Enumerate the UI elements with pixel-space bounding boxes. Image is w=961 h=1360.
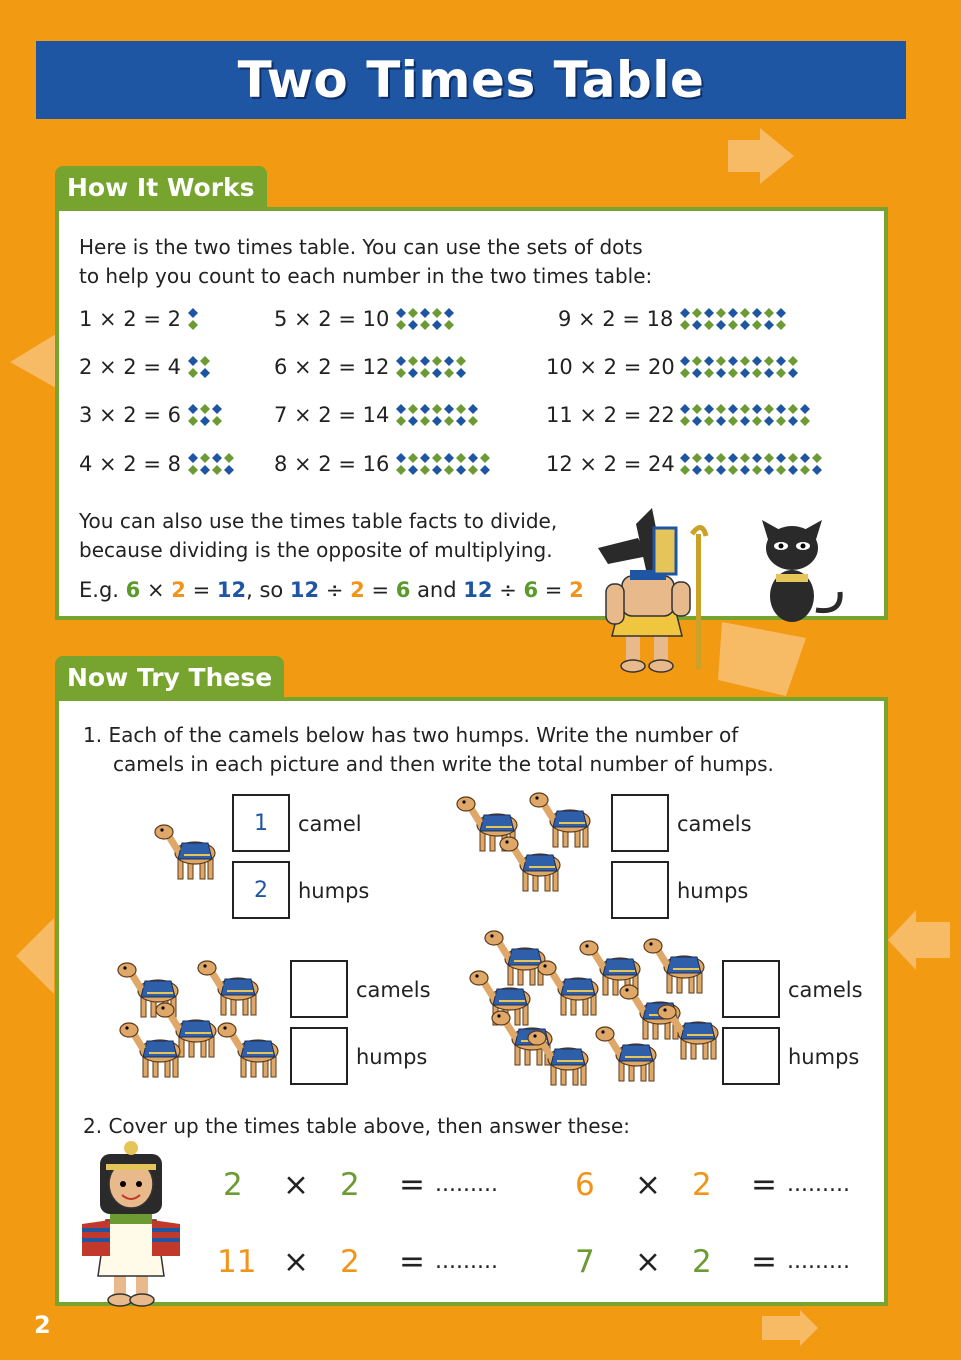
dot-mark	[468, 453, 478, 463]
dot-mark	[704, 416, 714, 426]
dot-mark	[444, 308, 454, 318]
arrow-decoration-icon	[716, 618, 812, 700]
dot-mark	[776, 453, 786, 463]
dot-mark	[408, 404, 418, 414]
dot-mark	[740, 453, 750, 463]
dot-mark	[408, 465, 418, 475]
dot-mark	[680, 320, 690, 330]
sum-operand: 2	[692, 1244, 712, 1280]
sum-operand: 2	[223, 1167, 243, 1203]
humps-answer-box[interactable]	[290, 1027, 348, 1085]
dot-mark	[728, 416, 738, 426]
example-number: 6	[523, 578, 539, 602]
question-1-line-2: camels in each picture and then write the total number of humps.	[113, 752, 774, 776]
dot-array-icon	[187, 306, 203, 332]
dot-mark	[788, 404, 798, 414]
question-2: 2. Cover up the times table above, then answer these:	[83, 1114, 631, 1138]
humps-label: humps	[788, 1045, 860, 1069]
dot-mark	[188, 465, 198, 475]
dot-array-icon	[395, 354, 471, 380]
example-number: 12	[289, 578, 320, 602]
dot-mark	[764, 320, 774, 330]
dot-mark	[752, 453, 762, 463]
dot-mark	[200, 356, 210, 366]
dot-mark	[480, 465, 490, 475]
dot-array-icon	[395, 306, 459, 332]
so-word: , so	[246, 578, 284, 602]
arrow-decoration-icon	[724, 126, 796, 188]
dot-array-icon	[679, 451, 827, 477]
camel-icon	[119, 1019, 183, 1081]
dot-mark	[396, 320, 406, 330]
dot-mark	[740, 404, 750, 414]
dot-mark	[776, 368, 786, 378]
dot-array-icon	[679, 306, 791, 332]
dot-mark	[680, 416, 690, 426]
arrow-decoration-icon	[14, 916, 58, 996]
page-title: Two Times Table	[237, 51, 705, 109]
dot-mark	[468, 416, 478, 426]
times-fact: 12 × 2 = 24	[546, 452, 675, 476]
dot-mark	[788, 465, 798, 475]
dot-mark	[432, 465, 442, 475]
dot-mark	[420, 404, 430, 414]
dot-mark	[212, 404, 222, 414]
camels-answer-box[interactable]	[611, 794, 669, 852]
dot-mark	[704, 404, 714, 414]
dot-mark	[456, 404, 466, 414]
dot-mark	[788, 453, 798, 463]
dot-mark	[456, 453, 466, 463]
dot-mark	[704, 453, 714, 463]
dot-mark	[188, 320, 198, 330]
dot-mark	[776, 308, 786, 318]
dot-mark	[408, 356, 418, 366]
dot-array-icon	[187, 354, 215, 380]
now-try-these-tab	[55, 656, 284, 698]
dot-mark	[764, 416, 774, 426]
dot-mark	[224, 465, 234, 475]
sum-operand: 7	[575, 1244, 595, 1280]
humps-label: humps	[356, 1045, 428, 1069]
dot-mark	[420, 465, 430, 475]
dot-mark	[420, 356, 430, 366]
example-number: 12	[216, 578, 247, 602]
dot-mark	[704, 320, 714, 330]
dot-mark	[776, 465, 786, 475]
how-it-works-tab	[55, 166, 267, 208]
times-sign: ×	[635, 1244, 661, 1280]
dot-mark	[728, 404, 738, 414]
humps-answer-box[interactable]	[722, 1027, 780, 1085]
times-sign: ×	[283, 1167, 309, 1203]
camels-answer-box[interactable]	[722, 960, 780, 1018]
humps-label: humps	[677, 879, 749, 903]
divide-sign: ÷	[325, 578, 344, 602]
dot-mark	[776, 404, 786, 414]
dot-mark	[692, 416, 702, 426]
dot-mark	[776, 416, 786, 426]
dot-mark	[728, 368, 738, 378]
camel-icon	[499, 833, 563, 895]
dot-mark	[728, 308, 738, 318]
example-number: 12	[463, 578, 493, 602]
dot-mark	[212, 416, 222, 426]
dot-mark	[740, 465, 750, 475]
camels-answer-box[interactable]	[290, 960, 348, 1018]
dot-mark	[692, 465, 702, 475]
times-fact: 4 × 2 = 8	[79, 452, 181, 476]
camel-icon	[657, 1001, 721, 1063]
dot-mark	[692, 368, 702, 378]
dot-mark	[752, 356, 762, 366]
dot-mark	[764, 308, 774, 318]
dot-mark	[456, 368, 466, 378]
dot-mark	[752, 465, 762, 475]
dot-mark	[408, 308, 418, 318]
answer-blank[interactable]: .........	[787, 1249, 850, 1274]
camel-icon	[527, 1027, 591, 1089]
title-bar	[36, 41, 906, 119]
dot-mark	[432, 453, 442, 463]
dot-mark	[704, 368, 714, 378]
dot-mark	[432, 368, 442, 378]
dot-mark	[456, 416, 466, 426]
equals-sign: =	[751, 1167, 777, 1203]
dot-mark	[480, 453, 490, 463]
equals-sign: =	[192, 578, 211, 602]
dot-array-icon	[395, 451, 495, 477]
dot-mark	[728, 465, 738, 475]
dot-mark	[800, 453, 810, 463]
dot-mark	[212, 453, 222, 463]
dot-mark	[420, 308, 430, 318]
dot-mark	[396, 416, 406, 426]
divide-sign: ÷	[499, 578, 517, 602]
times-fact: 8 × 2 = 16	[274, 452, 390, 476]
arrow-decoration-icon	[760, 1310, 820, 1346]
camel-icon	[154, 821, 218, 883]
dot-mark	[396, 368, 406, 378]
camels-answer-box[interactable]: 1	[232, 794, 290, 852]
dot-mark	[200, 368, 210, 378]
dot-mark	[716, 404, 726, 414]
cat-character-icon	[756, 514, 846, 624]
dot-mark	[444, 356, 454, 366]
dot-mark	[752, 416, 762, 426]
dot-mark	[680, 368, 690, 378]
equals-sign: =	[371, 578, 390, 602]
dot-mark	[692, 320, 702, 330]
answer-blank[interactable]: .........	[787, 1172, 850, 1197]
dot-mark	[408, 368, 418, 378]
dot-mark	[692, 404, 702, 414]
page-number: 2	[34, 1311, 51, 1339]
dot-mark	[200, 465, 210, 475]
dot-mark	[680, 465, 690, 475]
equals-sign: =	[399, 1167, 425, 1203]
camels-label: camels	[356, 978, 431, 1002]
dot-mark	[444, 320, 454, 330]
dot-mark	[432, 404, 442, 414]
times-sign: ×	[146, 578, 165, 602]
egyptian-girl-character-icon	[76, 1140, 186, 1310]
dot-mark	[704, 465, 714, 475]
dot-mark	[432, 416, 442, 426]
dot-mark	[396, 465, 406, 475]
division-example	[79, 576, 584, 605]
dot-mark	[728, 356, 738, 366]
dot-mark	[800, 404, 810, 414]
dot-mark	[444, 368, 454, 378]
dot-mark	[200, 404, 210, 414]
dot-array-icon	[187, 451, 239, 477]
dot-array-icon	[395, 402, 483, 428]
dot-mark	[752, 368, 762, 378]
dot-mark	[788, 356, 798, 366]
dot-mark	[396, 356, 406, 366]
dot-mark	[680, 308, 690, 318]
dot-mark	[188, 453, 198, 463]
and-word: and	[417, 578, 457, 602]
dot-mark	[740, 308, 750, 318]
dot-mark	[680, 453, 690, 463]
dot-mark	[420, 368, 430, 378]
times-fact: 9 × 2 = 18	[558, 307, 674, 331]
dot-mark	[740, 320, 750, 330]
sum-operand: 2	[340, 1244, 360, 1280]
dot-mark	[680, 356, 690, 366]
times-fact: 1 × 2 = 2	[79, 307, 181, 331]
dot-mark	[420, 453, 430, 463]
dot-mark	[752, 308, 762, 318]
humps-answer-box[interactable]: 2	[232, 861, 290, 919]
dot-mark	[764, 368, 774, 378]
dot-mark	[692, 308, 702, 318]
example-number: 6	[125, 578, 141, 602]
dot-mark	[716, 416, 726, 426]
dot-mark	[788, 368, 798, 378]
sum-operand: 2	[340, 1167, 360, 1203]
camels-label: camel	[298, 812, 362, 836]
dot-mark	[396, 404, 406, 414]
dot-array-icon	[679, 402, 815, 428]
dot-mark	[212, 465, 222, 475]
dot-mark	[456, 356, 466, 366]
dot-array-icon	[187, 402, 227, 428]
now-try-these-heading: Now Try These	[67, 663, 273, 692]
dot-mark	[776, 320, 786, 330]
dot-mark	[408, 453, 418, 463]
eg-label: E.g.	[79, 578, 119, 602]
dot-mark	[740, 368, 750, 378]
dot-mark	[408, 416, 418, 426]
anubis-character-icon	[596, 504, 726, 674]
dot-mark	[188, 416, 198, 426]
dot-mark	[444, 453, 454, 463]
times-fact: 2 × 2 = 4	[79, 355, 181, 379]
example-number: 2	[569, 578, 584, 602]
dot-mark	[692, 453, 702, 463]
dot-mark	[200, 416, 210, 426]
dot-array-icon	[679, 354, 803, 380]
dot-mark	[432, 356, 442, 366]
dot-mark	[188, 308, 198, 318]
equals-sign: =	[544, 578, 563, 602]
camel-icon	[595, 1023, 659, 1085]
intro-line-1: Here is the two times table. You can use the sets of dots	[79, 235, 643, 259]
times-sign: ×	[283, 1244, 309, 1280]
dot-mark	[704, 308, 714, 318]
dot-mark	[776, 356, 786, 366]
dot-mark	[716, 368, 726, 378]
camels-label: camels	[677, 812, 752, 836]
dot-mark	[716, 308, 726, 318]
times-sign: ×	[635, 1167, 661, 1203]
dot-mark	[764, 465, 774, 475]
dot-mark	[432, 308, 442, 318]
dot-mark	[752, 404, 762, 414]
divide-line-2: because dividing is the opposite of multiplying.	[79, 538, 553, 562]
example-number: 2	[171, 578, 186, 602]
dot-mark	[188, 368, 198, 378]
dot-mark	[740, 356, 750, 366]
dot-mark	[444, 465, 454, 475]
times-fact: 5 × 2 = 10	[274, 307, 390, 331]
sum-operand: 11	[217, 1244, 257, 1280]
dot-mark	[716, 356, 726, 366]
dot-mark	[188, 356, 198, 366]
dot-mark	[396, 308, 406, 318]
question-1-line-1: 1. Each of the camels below has two humps. Write the number of	[83, 723, 739, 747]
dot-mark	[680, 404, 690, 414]
times-fact: 7 × 2 = 14	[274, 403, 390, 427]
dot-mark	[224, 453, 234, 463]
dot-mark	[420, 416, 430, 426]
humps-label: humps	[298, 879, 370, 903]
dot-mark	[728, 453, 738, 463]
dot-mark	[800, 416, 810, 426]
dot-mark	[200, 453, 210, 463]
answer-blank[interactable]: .........	[435, 1172, 498, 1197]
dot-mark	[752, 320, 762, 330]
example-number: 6	[395, 578, 411, 602]
camel-icon	[217, 1019, 281, 1081]
arrow-decoration-icon	[886, 908, 954, 972]
dot-mark	[812, 465, 822, 475]
times-fact: 10 × 2 = 20	[546, 355, 675, 379]
times-fact: 11 × 2 = 22	[546, 403, 675, 427]
dot-mark	[444, 404, 454, 414]
divide-line-1: You can also use the times table facts to divide,	[79, 509, 558, 533]
dot-mark	[468, 404, 478, 414]
answer-blank[interactable]: .........	[435, 1249, 498, 1274]
dot-mark	[716, 453, 726, 463]
dot-mark	[812, 453, 822, 463]
dot-mark	[716, 465, 726, 475]
dot-mark	[716, 320, 726, 330]
equals-sign: =	[751, 1244, 777, 1280]
dot-mark	[456, 465, 466, 475]
example-number: 2	[350, 578, 365, 602]
equals-sign: =	[399, 1244, 425, 1280]
dot-mark	[188, 404, 198, 414]
dot-mark	[444, 416, 454, 426]
how-it-works-heading: How It Works	[67, 173, 255, 202]
sum-operand: 2	[692, 1167, 712, 1203]
dot-mark	[800, 465, 810, 475]
dot-mark	[408, 320, 418, 330]
dot-mark	[740, 416, 750, 426]
dot-mark	[396, 453, 406, 463]
dot-mark	[704, 356, 714, 366]
dot-mark	[468, 465, 478, 475]
arrow-decoration-icon	[6, 322, 58, 400]
humps-answer-box[interactable]	[611, 861, 669, 919]
dot-mark	[728, 320, 738, 330]
dot-mark	[692, 356, 702, 366]
intro-line-2: to help you count to each number in the two times table:	[79, 264, 653, 288]
camels-label: camels	[788, 978, 863, 1002]
times-fact: 6 × 2 = 12	[274, 355, 390, 379]
dot-mark	[788, 416, 798, 426]
dot-mark	[432, 320, 442, 330]
dot-mark	[420, 320, 430, 330]
dot-mark	[764, 404, 774, 414]
times-fact: 3 × 2 = 6	[79, 403, 181, 427]
dot-mark	[764, 356, 774, 366]
dot-mark	[764, 453, 774, 463]
sum-operand: 6	[575, 1167, 595, 1203]
